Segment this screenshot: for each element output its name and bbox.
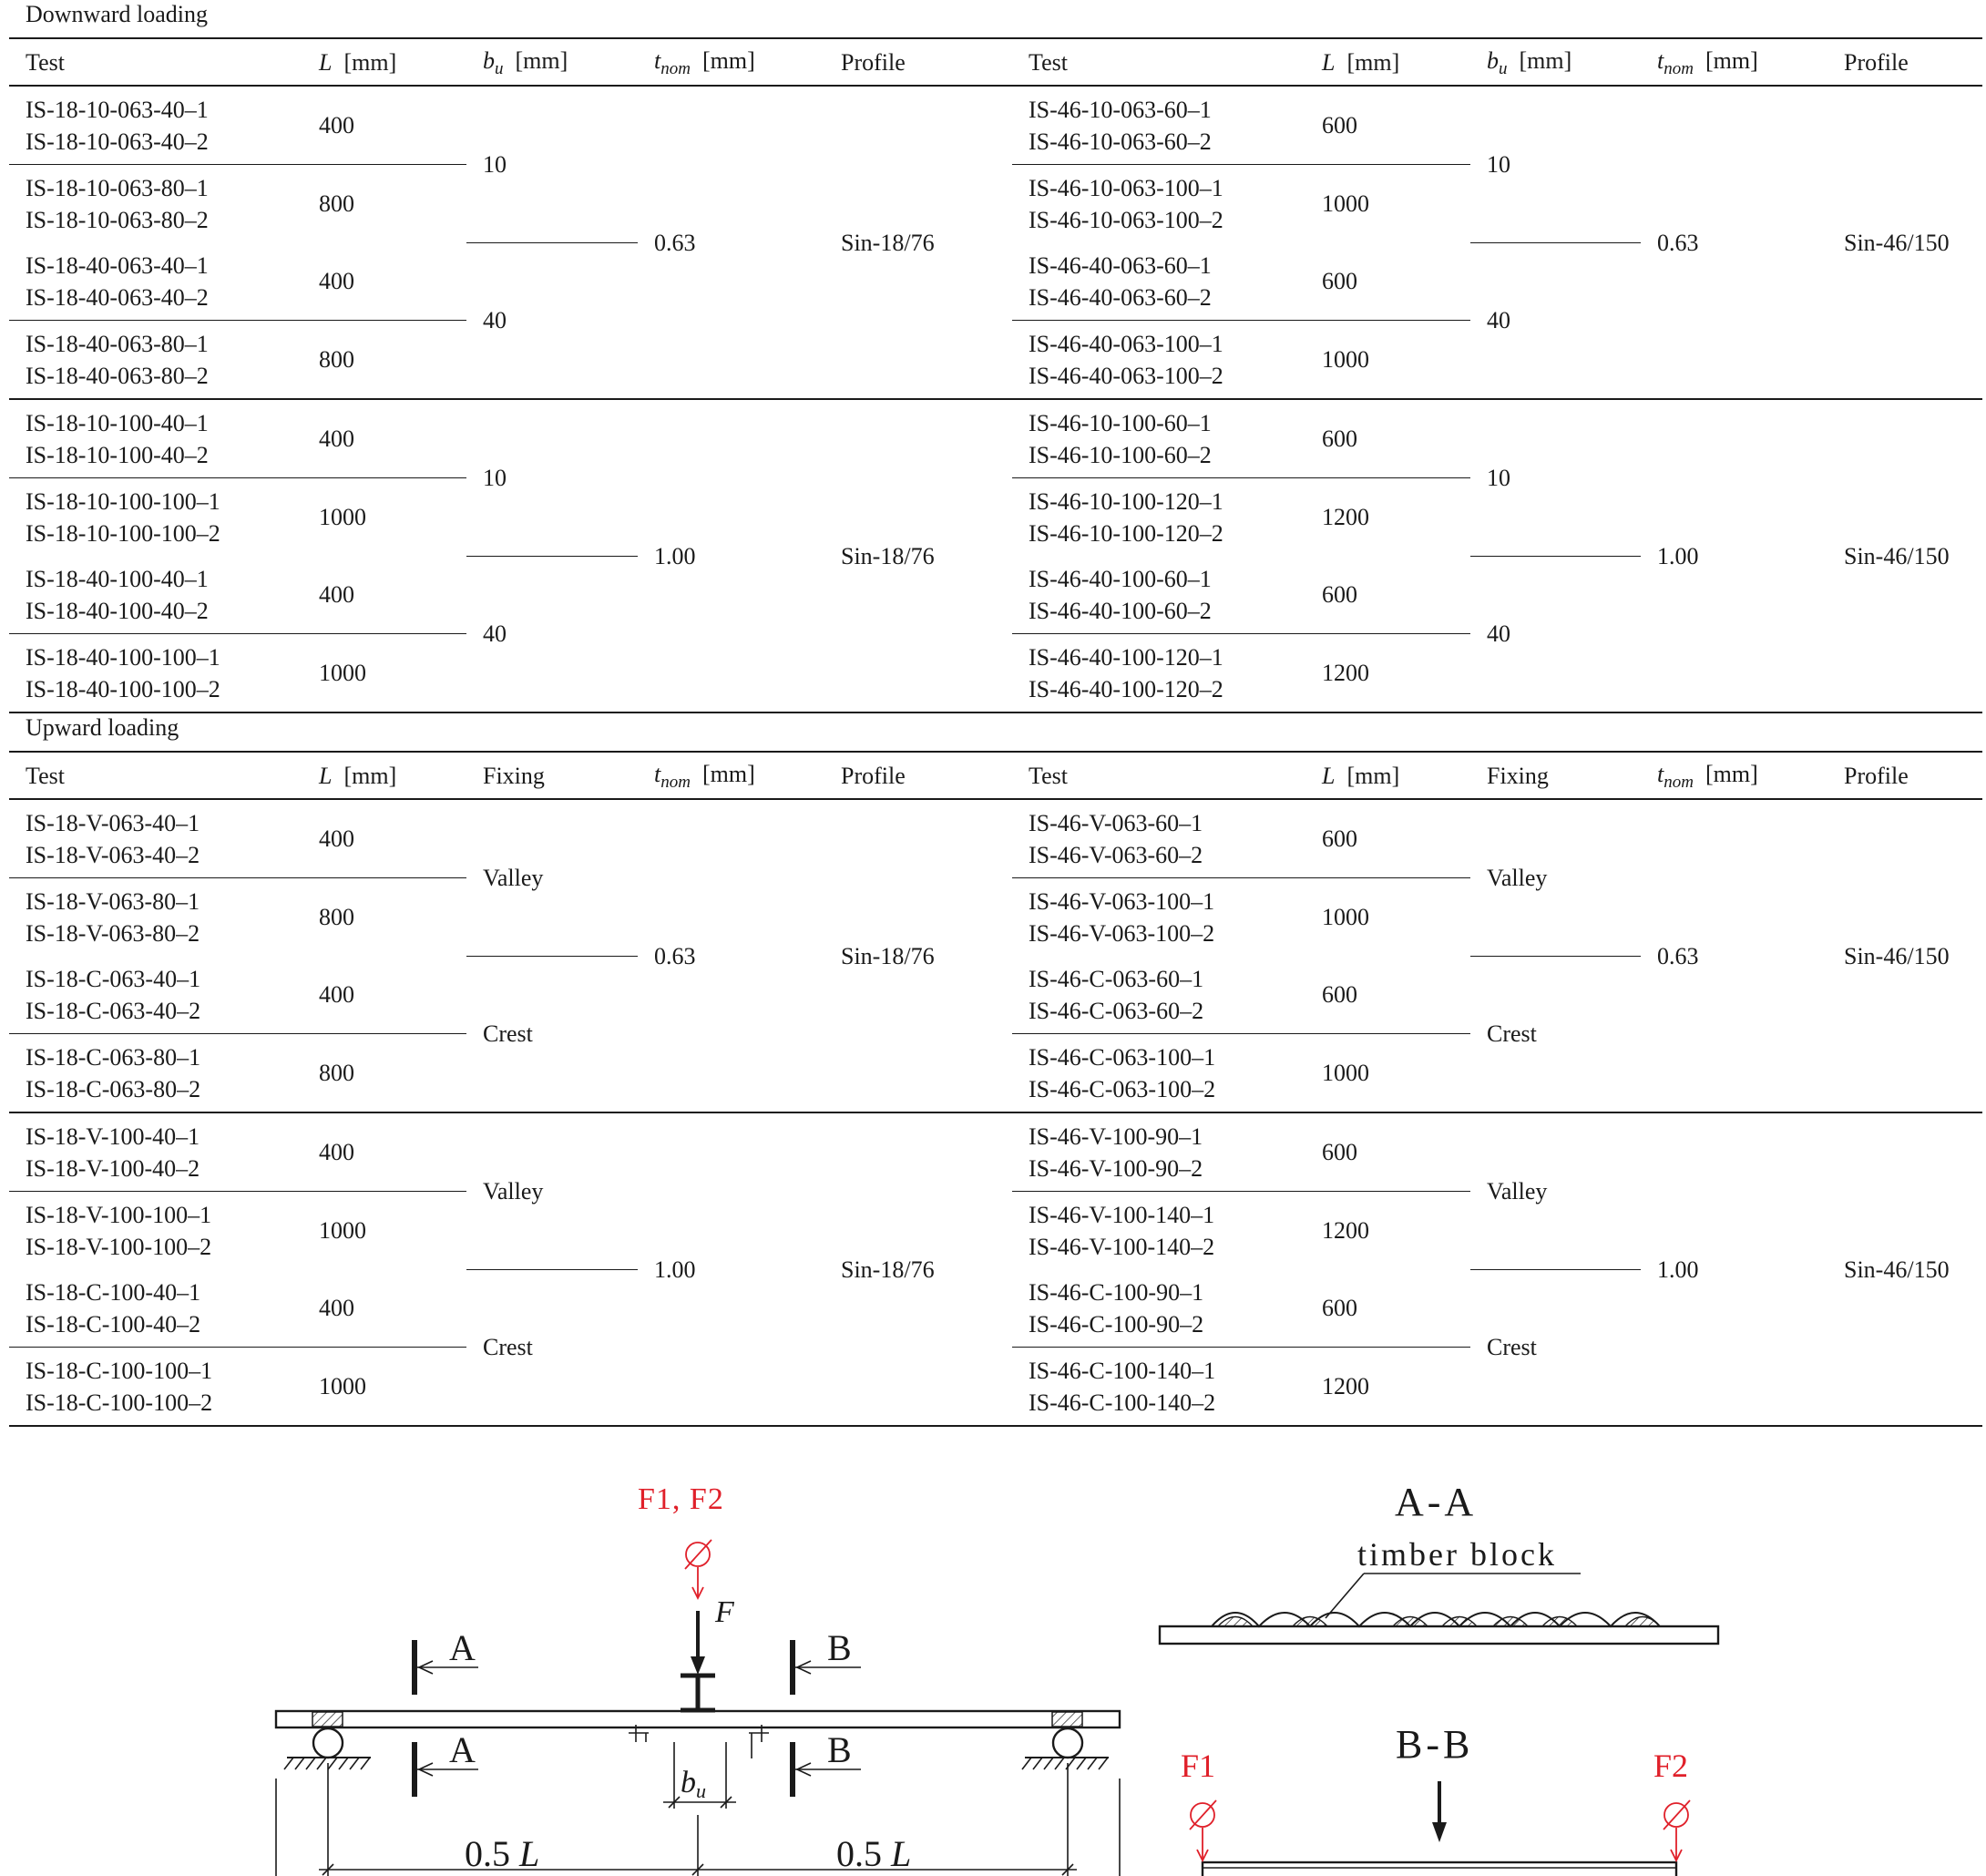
profile-cell: Sin-18/76 xyxy=(824,86,1012,399)
side-view xyxy=(276,1540,1120,1876)
test-id-cell xyxy=(9,556,302,634)
profile-cell: Sin-18/76 xyxy=(824,1112,1012,1426)
group-cell: Crest xyxy=(466,1269,638,1426)
col-header-tnom: $t_{nom}$ [mm] xyxy=(638,38,824,86)
group-cell: 10 xyxy=(466,399,638,556)
group-cell: Crest xyxy=(466,956,638,1112)
test-id: IS-18-10-063-80–2 xyxy=(26,206,209,233)
section-b-bottom: B xyxy=(827,1729,852,1770)
test-id-cell xyxy=(9,86,302,165)
test-id-cell xyxy=(1012,1112,1305,1192)
group-cell: Valley xyxy=(1470,1112,1641,1269)
col-header-tnom: $t_{nom}$ [mm] xyxy=(1641,752,1827,799)
test-id-cell xyxy=(1012,165,1305,243)
test-id: IS-18-40-100-100–2 xyxy=(26,675,220,702)
test-id: IS-18-C-100-100–2 xyxy=(26,1389,213,1416)
length-cell: 400 xyxy=(302,556,466,634)
length-cell: 400 xyxy=(302,1112,466,1192)
tnom-cell: 1.00 xyxy=(638,1112,824,1426)
length-cell: 1000 xyxy=(302,634,466,713)
length-cell: 400 xyxy=(302,956,466,1034)
upward-title-row xyxy=(9,712,1982,752)
test-id: IS-18-C-063-80–1 xyxy=(26,1043,201,1071)
corrugated-sheet xyxy=(1212,1613,1660,1626)
col-header-bu: $b_u$ [mm] xyxy=(466,38,638,86)
profile-cell: Sin-46/150 xyxy=(1827,1112,1982,1426)
profile-cell: Sin-18/76 xyxy=(824,799,1012,1112)
col-header-tnom: $t_{nom}$ [mm] xyxy=(638,752,824,799)
profile-cell: Sin-18/76 xyxy=(824,399,1012,712)
test-id: IS-18-10-063-40–2 xyxy=(26,128,209,155)
half-span-left: 0.5 L xyxy=(465,1833,540,1874)
tnom-cell: 0.63 xyxy=(1641,799,1827,1112)
profile-cell: Sin-46/150 xyxy=(1827,86,1982,399)
col-header-profile: Profile xyxy=(824,752,1012,799)
right-roller xyxy=(1053,1728,1082,1758)
length-cell: 800 xyxy=(319,190,354,217)
col-header-length: L [mm] xyxy=(1305,38,1470,86)
group-cell: Crest xyxy=(1470,956,1641,1112)
length-cell: 600 xyxy=(1305,399,1470,478)
force-label: F1, F2 xyxy=(638,1482,724,1516)
test-id: IS-18-40-100-40–1 xyxy=(26,565,209,592)
test-id: IS-46-10-100-120–2 xyxy=(1029,519,1223,547)
length-cell: 1000 xyxy=(1305,321,1470,400)
profile-cell: Sin-46/150 xyxy=(1827,799,1982,1112)
tnom-cell: 1.00 xyxy=(1641,1112,1827,1426)
test-id-cell xyxy=(1012,878,1305,957)
col-header-profile: Profile xyxy=(1827,752,1982,799)
test-id: IS-46-C-100-90–1 xyxy=(1029,1278,1204,1306)
length-cell: 600 xyxy=(1305,242,1470,321)
length-cell: 400 xyxy=(302,799,466,878)
section-bb xyxy=(1190,1781,1690,1876)
test-id-cell xyxy=(9,242,302,321)
test-id-cell xyxy=(1012,86,1305,165)
length-cell: 400 xyxy=(302,86,466,165)
test-id: IS-18-10-100-40–1 xyxy=(26,409,209,436)
length-cell: 1200 xyxy=(1305,634,1470,713)
left-roller xyxy=(313,1728,343,1758)
test-id: IS-18-V-100-40–1 xyxy=(26,1123,200,1150)
tnom-cell: 1.00 xyxy=(1641,399,1827,712)
length-cell: 400 xyxy=(302,242,466,321)
length-cell: 1000 xyxy=(319,1217,366,1244)
test-id-cell xyxy=(9,799,302,878)
bb-title: B-B xyxy=(1396,1722,1474,1767)
test-id: IS-18-10-063-40–1 xyxy=(26,96,209,123)
test-id-cell xyxy=(9,878,302,957)
test-id: IS-46-40-100-60–1 xyxy=(1029,565,1212,592)
test-id: IS-18-C-100-40–2 xyxy=(26,1310,201,1338)
test-id-cell xyxy=(9,1348,302,1427)
test-id: IS-18-V-063-40–1 xyxy=(26,809,200,836)
test-id-cell xyxy=(9,478,302,557)
col-header-profile: Profile xyxy=(1827,38,1982,86)
test-id: IS-18-V-063-80–2 xyxy=(26,919,200,947)
section-a-bottom: A xyxy=(449,1729,476,1770)
length-cell: 600 xyxy=(1305,556,1470,634)
test-id-cell xyxy=(1012,242,1305,321)
length-cell: 1000 xyxy=(1322,904,1369,930)
test-id-cell xyxy=(9,399,302,478)
col-header-fixing: Fixing xyxy=(1470,752,1641,799)
test-id-cell xyxy=(9,1112,302,1192)
aa-title: A-A xyxy=(1395,1480,1478,1524)
load-spreader xyxy=(681,1676,715,1710)
test-id: IS-46-V-100-90–1 xyxy=(1029,1123,1203,1150)
test-id-cell xyxy=(9,165,302,243)
test-id: IS-46-V-063-100–2 xyxy=(1029,919,1215,947)
test-id: IS-46-40-100-60–2 xyxy=(1029,597,1212,624)
test-id: IS-46-10-063-100–1 xyxy=(1029,174,1223,201)
test-id: IS-46-40-100-120–1 xyxy=(1029,643,1223,671)
downward-section-title: Downward loading xyxy=(9,0,1982,38)
test-id: IS-46-V-063-100–1 xyxy=(1029,887,1215,915)
test-id-cell xyxy=(1012,1192,1305,1270)
test-id: IS-18-10-100-100–1 xyxy=(26,487,220,515)
col-header-test: Test xyxy=(9,752,302,799)
test-id-cell xyxy=(1012,478,1305,557)
test-id: IS-46-C-100-140–2 xyxy=(1029,1389,1216,1416)
test-id: IS-46-10-063-60–2 xyxy=(1029,128,1212,155)
test-id: IS-18-10-100-100–2 xyxy=(26,519,220,547)
length-cell: 1000 xyxy=(1322,190,1369,217)
length-cell: 1200 xyxy=(1322,1217,1369,1244)
test-id: IS-46-40-100-120–2 xyxy=(1029,675,1223,702)
test-id: IS-18-10-100-40–2 xyxy=(26,441,209,468)
test-id-cell xyxy=(9,634,302,713)
group-cell: 40 xyxy=(1470,242,1641,399)
length-cell: 800 xyxy=(302,1034,466,1113)
group-cell: Valley xyxy=(466,1112,638,1269)
lvdt-symbol-top xyxy=(685,1540,711,1598)
downward-title-row xyxy=(9,0,1982,38)
col-header-length: L [mm] xyxy=(302,752,466,799)
test-id: IS-46-C-100-140–1 xyxy=(1029,1357,1216,1384)
section-b-top: B xyxy=(827,1627,852,1668)
length-cell: 1000 xyxy=(302,1348,466,1427)
test-id: IS-18-C-100-100–1 xyxy=(26,1357,213,1384)
test-id: IS-46-40-063-60–1 xyxy=(1029,251,1212,279)
test-id: IS-46-40-063-100–2 xyxy=(1029,362,1223,389)
test-id: IS-46-C-063-100–2 xyxy=(1029,1075,1216,1102)
test-id-cell xyxy=(1012,1348,1305,1427)
table-row xyxy=(9,399,1982,478)
test-id-cell xyxy=(9,956,302,1034)
test-id-cell xyxy=(1012,799,1305,878)
test-id: IS-18-V-063-40–2 xyxy=(26,841,200,868)
table-row xyxy=(9,799,1982,878)
test-id: IS-18-40-100-40–2 xyxy=(26,597,209,624)
f1-label: F1 xyxy=(1181,1748,1216,1784)
test-id: IS-46-10-100-120–1 xyxy=(1029,487,1223,515)
section-a-top: A xyxy=(449,1627,476,1668)
test-id: IS-18-40-100-100–1 xyxy=(26,643,220,671)
test-id: IS-46-C-063-60–1 xyxy=(1029,965,1204,992)
table-row xyxy=(9,86,1982,165)
col-header-bu: $b_u$ [mm] xyxy=(1470,38,1641,86)
right-support-block xyxy=(1052,1712,1082,1727)
col-header-test: Test xyxy=(1012,752,1305,799)
section-aa xyxy=(1160,1574,1718,1644)
tnom-cell: 0.63 xyxy=(1641,86,1827,399)
length-cell: 1200 xyxy=(1322,504,1369,530)
timber-block-label: timber block xyxy=(1357,1536,1557,1573)
col-header-length: L [mm] xyxy=(302,38,466,86)
test-id: IS-18-C-063-40–1 xyxy=(26,965,201,992)
test-id: IS-46-V-100-140–1 xyxy=(1029,1201,1215,1228)
length-cell: 800 xyxy=(319,904,354,930)
lvdt-f2 xyxy=(1664,1800,1690,1861)
test-id-cell xyxy=(9,1034,302,1113)
test-id: IS-46-C-100-90–2 xyxy=(1029,1310,1204,1338)
test-id-cell xyxy=(1012,956,1305,1034)
f2-label: F2 xyxy=(1653,1748,1689,1784)
group-cell: 40 xyxy=(466,556,638,712)
profile-cell: Sin-46/150 xyxy=(1827,399,1982,712)
group-cell: 10 xyxy=(466,86,638,242)
downward-header-row xyxy=(9,38,1982,86)
test-id: IS-46-10-063-60–1 xyxy=(1029,96,1212,123)
test-id: IS-18-40-063-40–1 xyxy=(26,251,209,279)
test-id: IS-46-V-100-140–2 xyxy=(1029,1233,1215,1260)
tnom-cell: 0.63 xyxy=(638,799,824,1112)
test-id: IS-46-V-100-90–2 xyxy=(1029,1154,1203,1182)
group-cell: Valley xyxy=(1470,799,1641,956)
test-id: IS-46-V-063-60–2 xyxy=(1029,841,1203,868)
group-cell: Crest xyxy=(1470,1269,1641,1426)
length-cell: 600 xyxy=(1305,86,1470,165)
tnom-cell: 1.00 xyxy=(638,399,824,712)
bu-label: bu xyxy=(681,1766,706,1802)
col-header-test: Test xyxy=(1012,38,1305,86)
test-id-cell xyxy=(1012,1269,1305,1348)
test-id: IS-18-C-063-40–2 xyxy=(26,997,201,1024)
length-cell: 600 xyxy=(1305,956,1470,1034)
test-id-cell xyxy=(9,321,302,400)
length-cell: 1000 xyxy=(1305,1034,1470,1113)
length-cell: 1200 xyxy=(1305,1348,1470,1427)
group-cell: 40 xyxy=(466,242,638,399)
test-matrix-table xyxy=(9,0,1982,1427)
test-id: IS-18-C-100-40–1 xyxy=(26,1278,201,1306)
test-id: IS-18-V-100-100–2 xyxy=(26,1233,212,1260)
f-label: F xyxy=(715,1595,734,1629)
col-header-length: L [mm] xyxy=(1305,752,1470,799)
test-setup-figure xyxy=(0,1421,1986,1876)
half-span-right: 0.5 L xyxy=(836,1833,912,1874)
test-id: IS-18-10-063-80–1 xyxy=(26,174,209,201)
upward-section-title: Upward loading xyxy=(9,712,1982,752)
test-id: IS-46-10-100-60–1 xyxy=(1029,409,1212,436)
length-cell: 400 xyxy=(302,1269,466,1348)
test-id: IS-18-40-063-40–2 xyxy=(26,283,209,311)
length-cell: 600 xyxy=(1305,799,1470,878)
left-support-block xyxy=(312,1712,343,1727)
test-id: IS-18-40-063-80–1 xyxy=(26,330,209,357)
test-id-cell xyxy=(1012,1034,1305,1113)
length-cell: 600 xyxy=(1305,1112,1470,1192)
upward-header-row xyxy=(9,752,1982,799)
group-cell: 10 xyxy=(1470,399,1641,556)
test-id: IS-46-C-063-100–1 xyxy=(1029,1043,1216,1071)
test-id: IS-46-10-100-60–2 xyxy=(1029,441,1212,468)
tnom-cell: 0.63 xyxy=(638,86,824,399)
lvdt-f1 xyxy=(1190,1800,1216,1861)
test-id: IS-18-V-063-80–1 xyxy=(26,887,200,915)
test-id: IS-18-40-063-80–2 xyxy=(26,362,209,389)
test-id-cell xyxy=(1012,634,1305,713)
length-cell: 600 xyxy=(1305,1269,1470,1348)
test-id: IS-18-V-100-40–2 xyxy=(26,1154,200,1182)
test-id: IS-46-V-063-60–1 xyxy=(1029,809,1203,836)
test-id-cell xyxy=(1012,556,1305,634)
col-header-tnom: $t_{nom}$ [mm] xyxy=(1641,38,1827,86)
col-header-fixing: Fixing xyxy=(466,752,638,799)
col-header-profile: Profile xyxy=(824,38,1012,86)
test-id: IS-46-40-063-100–1 xyxy=(1029,330,1223,357)
length-cell: 400 xyxy=(302,399,466,478)
test-id-cell xyxy=(1012,321,1305,400)
beam xyxy=(276,1711,1120,1727)
test-id: IS-46-40-063-60–2 xyxy=(1029,283,1212,311)
test-id-cell xyxy=(9,1192,302,1270)
test-id: IS-18-C-063-80–2 xyxy=(26,1075,201,1102)
test-id: IS-18-V-100-100–1 xyxy=(26,1201,212,1228)
test-id: IS-46-C-063-60–2 xyxy=(1029,997,1204,1024)
test-id-cell xyxy=(9,1269,302,1348)
test-id: IS-46-10-063-100–2 xyxy=(1029,206,1223,233)
length-cell: 1000 xyxy=(319,504,366,530)
group-cell: Valley xyxy=(466,799,638,956)
length-cell: 800 xyxy=(302,321,466,400)
group-cell: 10 xyxy=(1470,86,1641,242)
group-cell: 40 xyxy=(1470,556,1641,712)
table-row xyxy=(9,1112,1982,1192)
col-header-test: Test xyxy=(9,38,302,86)
test-id-cell xyxy=(1012,399,1305,478)
